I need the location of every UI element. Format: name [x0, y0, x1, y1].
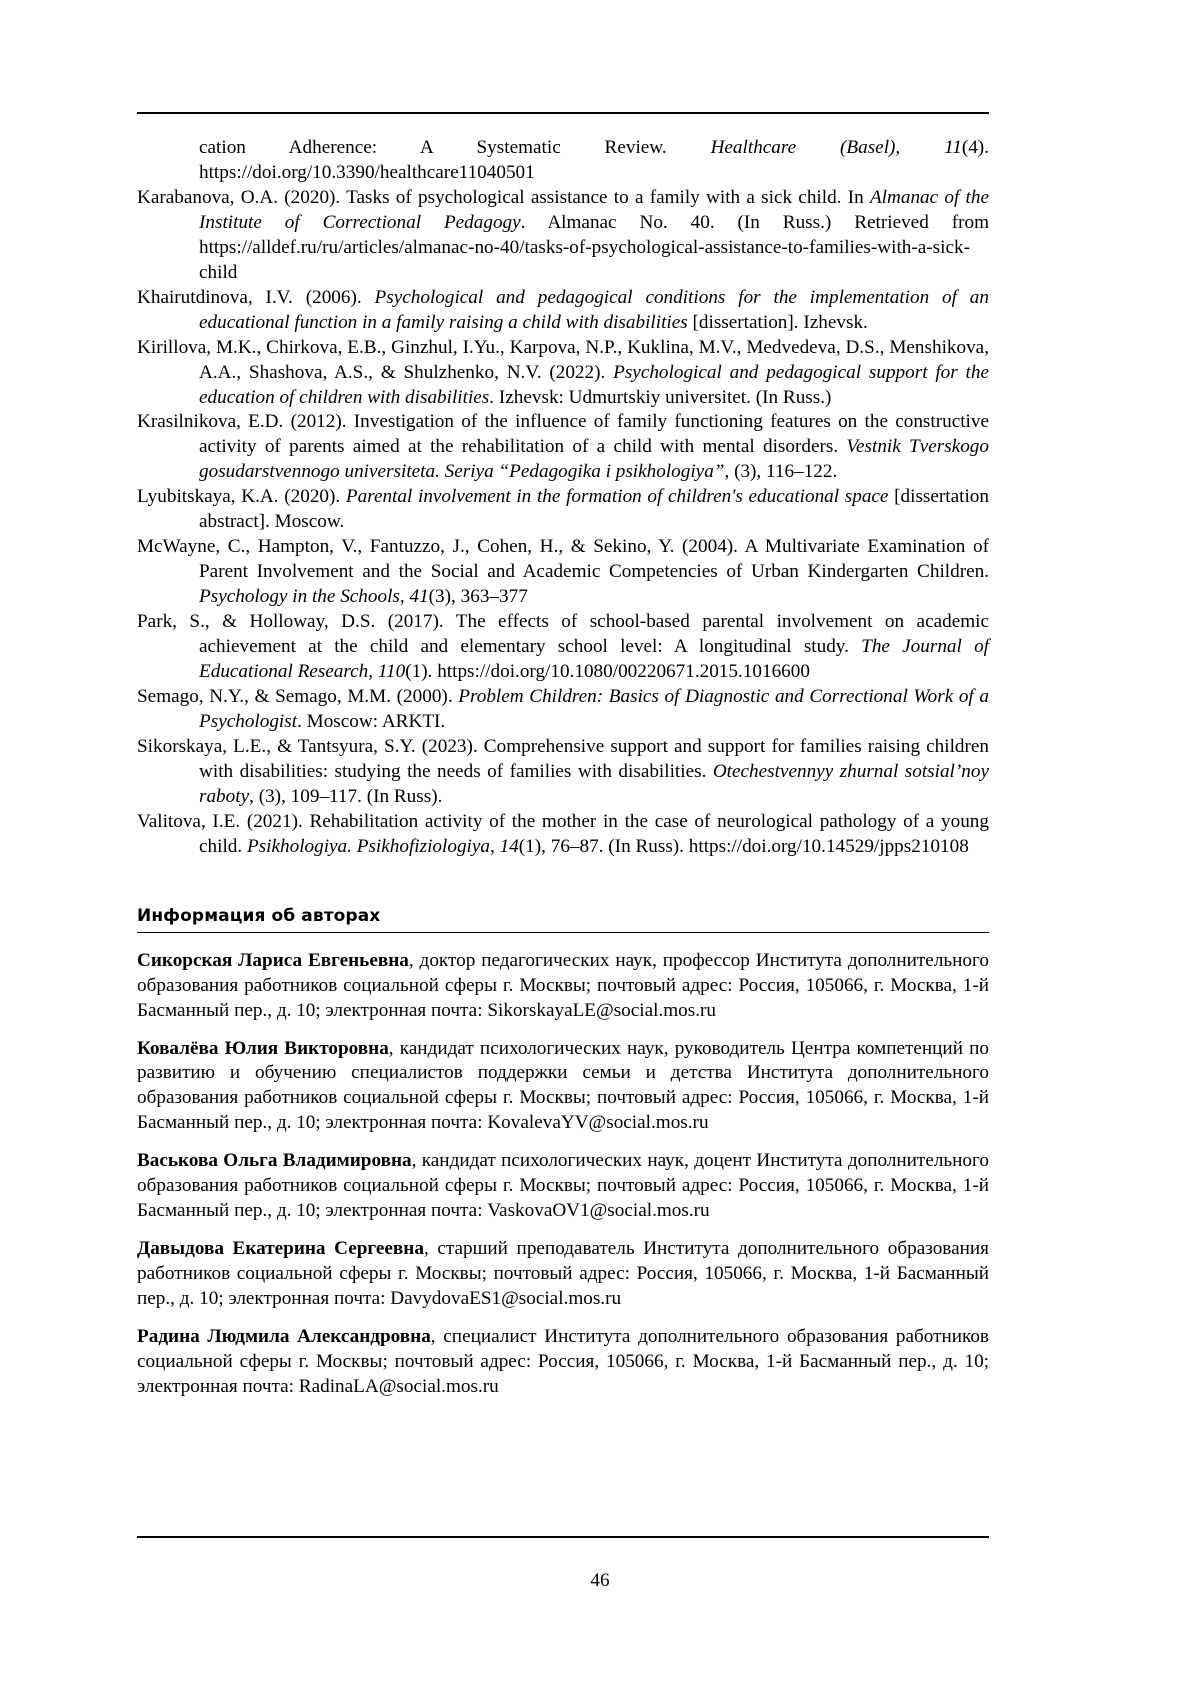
reference-entry [137, 410, 989, 485]
reference-entry [137, 685, 989, 735]
reference-text-run: . Izhevsk: Udmurtskiy universitet. (In Russ.) [489, 386, 832, 408]
reference-entry [137, 336, 989, 411]
authors-list [137, 949, 989, 1400]
authors-heading-divider [137, 932, 989, 933]
author-details: , специалист Института дополнительного образования работников социальной сферы г. Москвы; почтовый адрес: Россия, 105066, г. Москва, 1-й Басманный пер., д. 10; электронная почта: RadinaLA@social.mos.ru [137, 1326, 989, 1397]
reference-text-run: Problem Children: Basics of Diagnostic and Correctional Work of a Psychologist [199, 685, 989, 732]
reference-text-run: Otechestvennyy zhurnal sotsial’noy raboty [199, 760, 989, 807]
reference-text-run: Almanac of the Institute of Correctional Pedagogy [199, 186, 989, 233]
reference-text-run: (3), 363–377 [428, 586, 528, 608]
reference-text-run: Psikhologiya. Psikhofiziologiya [246, 835, 490, 857]
reference-entry [137, 286, 989, 336]
reference-text-run: 11 [944, 137, 962, 158]
reference-text-run: , (3), 109–117. (In Russ). [249, 785, 443, 807]
top-divider [137, 112, 989, 114]
reference-text-run: Khairutdinova, I.V. (2006). [137, 286, 375, 308]
author-name: Васькова Ольга Владимировна [137, 1150, 412, 1172]
author-details: , кандидат психологических наук, доцент Института дополнительного образования работников социальной сферы г. Москвы; почтовый адрес: Россия, 105066, г. Москва, 1-й Басманный пер., д. 10; электронная почта: VaskovaOV1@social.mos.ru [137, 1150, 990, 1222]
reference-entry [137, 535, 989, 610]
reference-entry [137, 735, 989, 810]
reference-text-run: Psychological and pedagogical support for the education of children with disabilities [199, 361, 989, 408]
reference-text-run: Vestnik Tverskogo gosudarstvennogo universiteta. Seriya “Pedagogika i psikhologiya” [199, 436, 989, 483]
author-details: , доктор педагогических наук, профессор Института дополнительного образования работников социальной сферы г. Москвы; почтовый адрес: Россия, 105066, г. Москва, 1-й Басманный пер., д. 10; электронная почта: SikorskayaLE@social.mos.ru [137, 949, 989, 1021]
reference-text-run: (1), 76–87. (In Russ). https://doi.org/10.14529/jpps210108 [518, 835, 969, 857]
reference-text-run: Semago, N.Y., & Semago, M.M. (2000). [137, 685, 459, 707]
reference-text-run: (1). https://doi.org/10.1080/00220671.2015.1016600 [405, 661, 810, 683]
author-name: Сикорская Лариса Евгеньевна [137, 949, 409, 971]
author-name: Радина Людмила Александровна [137, 1326, 431, 1348]
page-number: 46 [590, 1570, 610, 1591]
reference-text-run: Park, S., & Holloway, D.S. (2017). The effects of school-based parental involvement on academic achievement at the child and elementary school level: A longitudinal study. [137, 611, 989, 658]
reference-text-run: Psychological and pedagogical conditions for the implementation of an educational function in a family raising a child with disabilities [199, 286, 989, 333]
author-name: Ковалёва Юлия Викторовна [137, 1037, 389, 1059]
references-list [137, 136, 989, 860]
reference-text-run: Karabanova, O.A. (2020). Tasks of psychological assistance to a family with a sick child. In [137, 186, 870, 208]
author-name: Давыдова Екатерина Сергеевна [137, 1238, 424, 1260]
reference-text-run: Lyubitskaya, K.A. (2020). [137, 486, 346, 508]
reference-text-run: , [895, 137, 945, 158]
author-details: , старший преподаватель Института дополнительного образования работников социальной сферы г. Москвы; почтовый адрес: Россия, 105066, г. Москва, 1-й Басманный пер., д. 10; электронная почта: DavydovaES1@social.mos.ru [137, 1238, 989, 1310]
reference-text-run: , [489, 835, 500, 857]
reference-text-run: Valitova, I.E. (2021). Rehabilitation activity of the mother in the case of neurological pathology of a young child. [137, 810, 989, 857]
reference-entry [137, 186, 989, 286]
reference-text-run: (4). https://doi.org/10.3390/healthcare11040501 [199, 137, 989, 183]
reference-text-run: cation Adherence: A Systematic Review. [199, 137, 711, 158]
reference-text-run: Healthcare (Basel) [710, 137, 896, 158]
reference-text-run: Sikorskaya, L.E., & Tantsyura, S.Y. (2023). Comprehensive support and support for families raising children with disabilities: studying the needs of families with disabilities. [137, 735, 989, 782]
reference-text-run: Krasilnikova, E.D. (2012). Investigation of the influence of family functioning features on the constructive activity of parents aimed at the rehabilitation of a child with mental disorders. [137, 411, 989, 458]
author-entry [137, 1325, 989, 1400]
reference-entry [137, 610, 989, 685]
reference-entry [137, 136, 989, 186]
reference-text-run: Psychology in the Schools [199, 586, 400, 608]
bottom-divider [137, 1536, 989, 1538]
author-details: , кандидат психологических наук, руководитель Центра компетенций по развитию и обучению специалистов поддержки семьи и детства Института дополнительного образования работников социальной сферы г. Москвы; почтовый адрес: Россия, 105066, г. Москва, 1-й Басманный пер., д. 10; электронная почта: KovalevaYV@social.mos.ru [137, 1037, 989, 1134]
reference-text-run: Kirillova, M.K., Chirkova, E.B., Ginzhul, I.Yu., Karpova, N.P., Kuklina, M.V., Medvedeva, D.S., Menshikova, A.A., Shashova, A.S., & Shulzhenko, N.V. (2022). [137, 336, 989, 383]
reference-text-run: , [368, 661, 378, 683]
reference-text-run: [dissertation abstract]. Moscow. [199, 486, 989, 533]
reference-text-run: 110 [377, 661, 406, 683]
reference-entry [137, 810, 989, 860]
reference-text-run: 14 [499, 835, 519, 857]
author-entry [137, 1149, 989, 1224]
reference-text-run: McWayne, C., Hampton, V., Fantuzzo, J., Cohen, H., & Sekino, Y. (2004). A Multivariate Examination of Parent Involvement and the Social and Academic Competencies of Urban Kindergarten Children. [137, 536, 989, 583]
reference-text-run: The Journal of Educational Research [199, 636, 989, 683]
author-entry [137, 949, 989, 1024]
author-entry [137, 1237, 989, 1312]
author-entry [137, 1037, 989, 1137]
reference-text-run: , (3), 116–122. [724, 461, 838, 483]
reference-text-run: Parental involvement in the formation of children's educational space [345, 486, 889, 508]
page-content [137, 112, 989, 1413]
reference-text-run: . Moscow: ARKTI. [297, 710, 446, 732]
reference-text-run: , [399, 586, 410, 608]
reference-entry [137, 485, 989, 535]
authors-section-heading: Информация об авторах [137, 905, 381, 926]
reference-text-run: [dissertation]. Izhevsk. [687, 311, 868, 333]
reference-text-run: 41 [409, 586, 429, 608]
reference-text-run: . Almanac No. 40. (In Russ.) Retrieved from https://alldef.ru/ru/articles/almanac-no-40/tasks-of-psychological-assistance-to-families-with-a-sick-child [199, 211, 989, 283]
